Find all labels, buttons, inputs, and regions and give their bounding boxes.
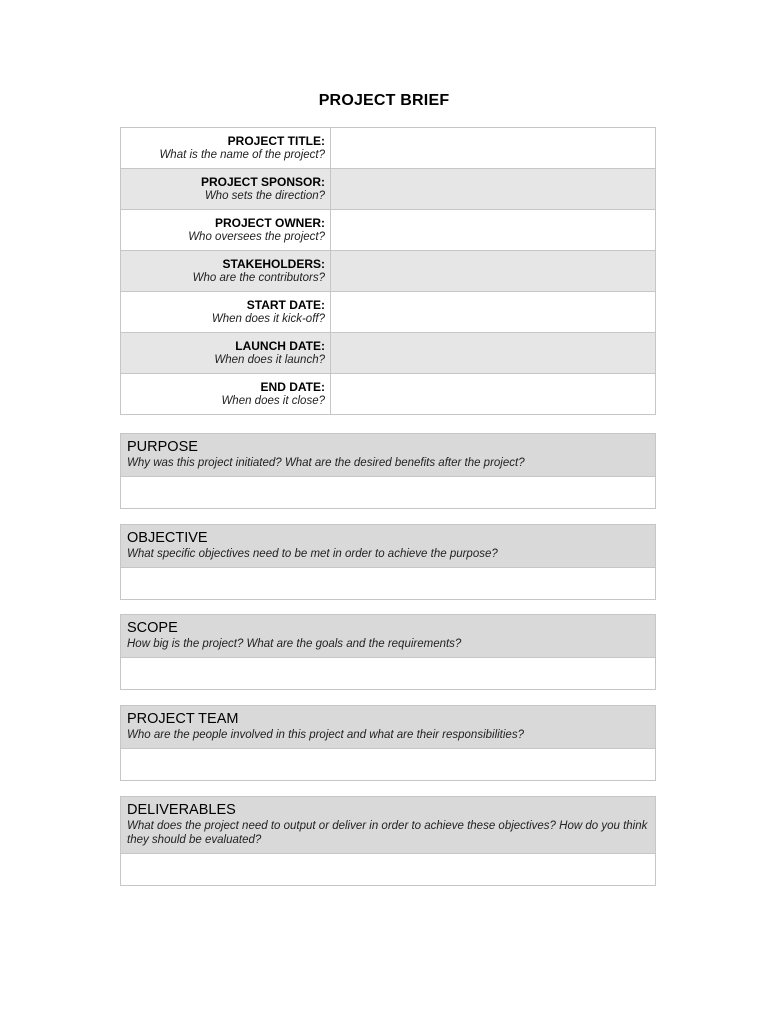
field-row-end-date (121, 374, 656, 415)
section-title: PURPOSE (127, 439, 198, 455)
field-label: PROJECT OWNER: (214, 215, 325, 230)
field-hint: When does it close? (221, 394, 325, 407)
section-prompt: What specific objectives need to be met in order to achieve the purpose? (127, 548, 498, 560)
field-label: LAUNCH DATE: (235, 338, 325, 353)
field-label-cell (121, 333, 331, 374)
field-row-start-date (121, 292, 656, 333)
project-sponsor-input[interactable] (331, 169, 656, 210)
scope-input[interactable] (121, 658, 655, 689)
field-row-project-owner (121, 210, 656, 251)
section-scope (120, 614, 656, 690)
section-header (121, 797, 655, 854)
section-header (121, 434, 655, 477)
section-prompt: What does the project need to output or deliver in order to achieve these objectives? How do you think they should be evaluated? (127, 820, 648, 846)
field-hint: Who are the contributors? (192, 271, 325, 284)
field-label: PROJECT TITLE: (227, 133, 325, 148)
field-hint: When does it launch? (214, 353, 325, 366)
section-project-team (120, 705, 656, 781)
field-label: START DATE: (246, 297, 325, 312)
field-label-cell (121, 374, 331, 415)
section-objective (120, 524, 656, 600)
section-deliverables (120, 796, 656, 886)
document-title: PROJECT BRIEF (318, 92, 450, 109)
field-label-cell (121, 292, 331, 333)
project-team-input[interactable] (121, 749, 655, 780)
section-title: DELIVERABLES (127, 802, 236, 818)
section-prompt: How big is the project? What are the goals and the requirements? (127, 638, 462, 650)
objective-input[interactable] (121, 568, 655, 599)
section-prompt: Why was this project initiated? What are the desired benefits after the project? (127, 457, 525, 469)
section-title: OBJECTIVE (127, 530, 208, 546)
field-row-project-sponsor (121, 169, 656, 210)
section-header (121, 615, 655, 658)
section-header (121, 525, 655, 568)
launch-date-input[interactable] (331, 333, 656, 374)
field-label: STAKEHOLDERS: (222, 256, 325, 271)
section-header (121, 706, 655, 749)
purpose-input[interactable] (121, 477, 655, 508)
project-owner-input[interactable] (331, 210, 656, 251)
field-hint: Who oversees the project? (188, 230, 325, 243)
field-label: END DATE: (260, 379, 325, 394)
field-hint: Who sets the direction? (204, 189, 325, 202)
project-info-table (120, 127, 656, 415)
field-hint: What is the name of the project? (159, 148, 325, 161)
field-label-cell (121, 169, 331, 210)
field-label-cell (121, 251, 331, 292)
section-title: PROJECT TEAM (127, 711, 239, 727)
section-title: SCOPE (127, 620, 178, 636)
field-row-stakeholders (121, 251, 656, 292)
project-title-input[interactable] (331, 128, 656, 169)
field-label-cell (121, 128, 331, 169)
section-prompt: Who are the people involved in this project and what are their responsibilities? (127, 729, 524, 741)
end-date-input[interactable] (331, 374, 656, 415)
start-date-input[interactable] (331, 292, 656, 333)
field-row-launch-date (121, 333, 656, 374)
stakeholders-input[interactable] (331, 251, 656, 292)
field-label-cell (121, 210, 331, 251)
field-label: PROJECT SPONSOR: (200, 174, 325, 189)
deliverables-input[interactable] (121, 854, 655, 885)
field-row-project-title (121, 128, 656, 169)
section-purpose (120, 433, 656, 509)
field-hint: When does it kick-off? (211, 312, 325, 325)
